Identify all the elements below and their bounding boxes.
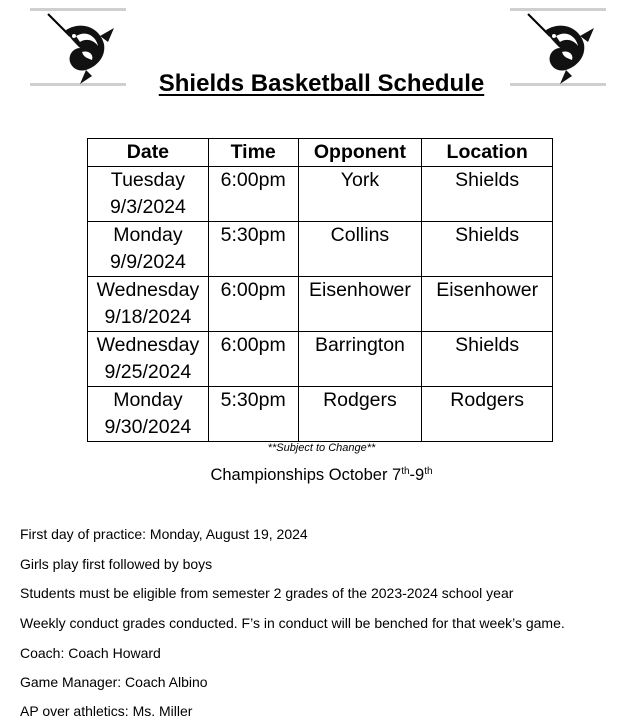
column-header-location: Location [422,139,553,167]
location-cell: Rodgers [422,387,553,442]
date-text: 9/9/2024 [109,251,186,273]
date-text: 9/3/2024 [109,196,186,218]
opponent-cell: Barrington [298,332,422,387]
page-title-text: Shields Basketball Schedule [158,70,485,97]
time-cell: 5:30pm [208,387,298,442]
date-text: 9/18/2024 [104,306,192,328]
table-row [88,332,553,387]
opponent-cell: York [298,167,422,222]
date-text: 9/25/2024 [104,361,192,383]
info-line-conduct: Weekly conduct grades conducted. F’s in conduct will be benched for that week’s game. [20,615,565,631]
schedule-table [87,138,553,442]
ordinal-suffix: th [424,466,433,477]
info-line-play-order: Girls play first followed by boys [20,556,213,572]
table-header-row [88,139,553,167]
location-cell: Eisenhower [422,277,553,332]
day-text: Wednesday [96,279,200,301]
info-line-eligibility: Students must be eligible from semester 2 grades of the 2023-2024 school year [20,585,514,601]
column-header-opponent: Opponent [298,139,422,167]
date-cell [88,167,209,222]
table-row [88,387,553,442]
opponent-cell: Eisenhower [298,277,422,332]
time-cell: 6:00pm [208,277,298,332]
opponent-cell: Collins [298,222,422,277]
location-cell: Shields [422,222,553,277]
opponent-cell: Rodgers [298,387,422,442]
column-header-time: Time [208,139,298,167]
location-cell: Shields [422,332,553,387]
table-row [88,222,553,277]
championships-prefix: Championships October 7 [210,466,402,484]
day-text: Monday [113,224,183,246]
page-title [0,70,643,98]
table-row [88,167,553,222]
day-text: Tuesday [110,169,185,191]
day-text: Monday [113,389,183,411]
info-line-coach: Coach: Coach Howard [20,645,161,661]
date-cell [88,387,209,442]
table-row [88,277,553,332]
date-cell [88,332,209,387]
date-cell [88,222,209,277]
ordinal-suffix: th [401,466,410,477]
time-cell: 5:30pm [208,222,298,277]
time-cell: 6:00pm [208,167,298,222]
info-line-game-manager: Game Manager: Coach Albino [20,674,208,690]
location-cell: Shields [422,167,553,222]
info-line-ap-athletics: AP over athletics: Ms. Miller [20,703,193,719]
info-line-practice: First day of practice: Monday, August 19, 2024 [20,526,308,542]
subject-to-change-note: **Subject to Change** [267,442,376,454]
date-text: 9/30/2024 [104,416,192,438]
championships-line [0,466,643,485]
date-cell [88,277,209,332]
column-header-date: Date [88,139,209,167]
championships-range: -9 [409,466,425,484]
day-text: Wednesday [96,334,200,356]
time-cell: 6:00pm [208,332,298,387]
